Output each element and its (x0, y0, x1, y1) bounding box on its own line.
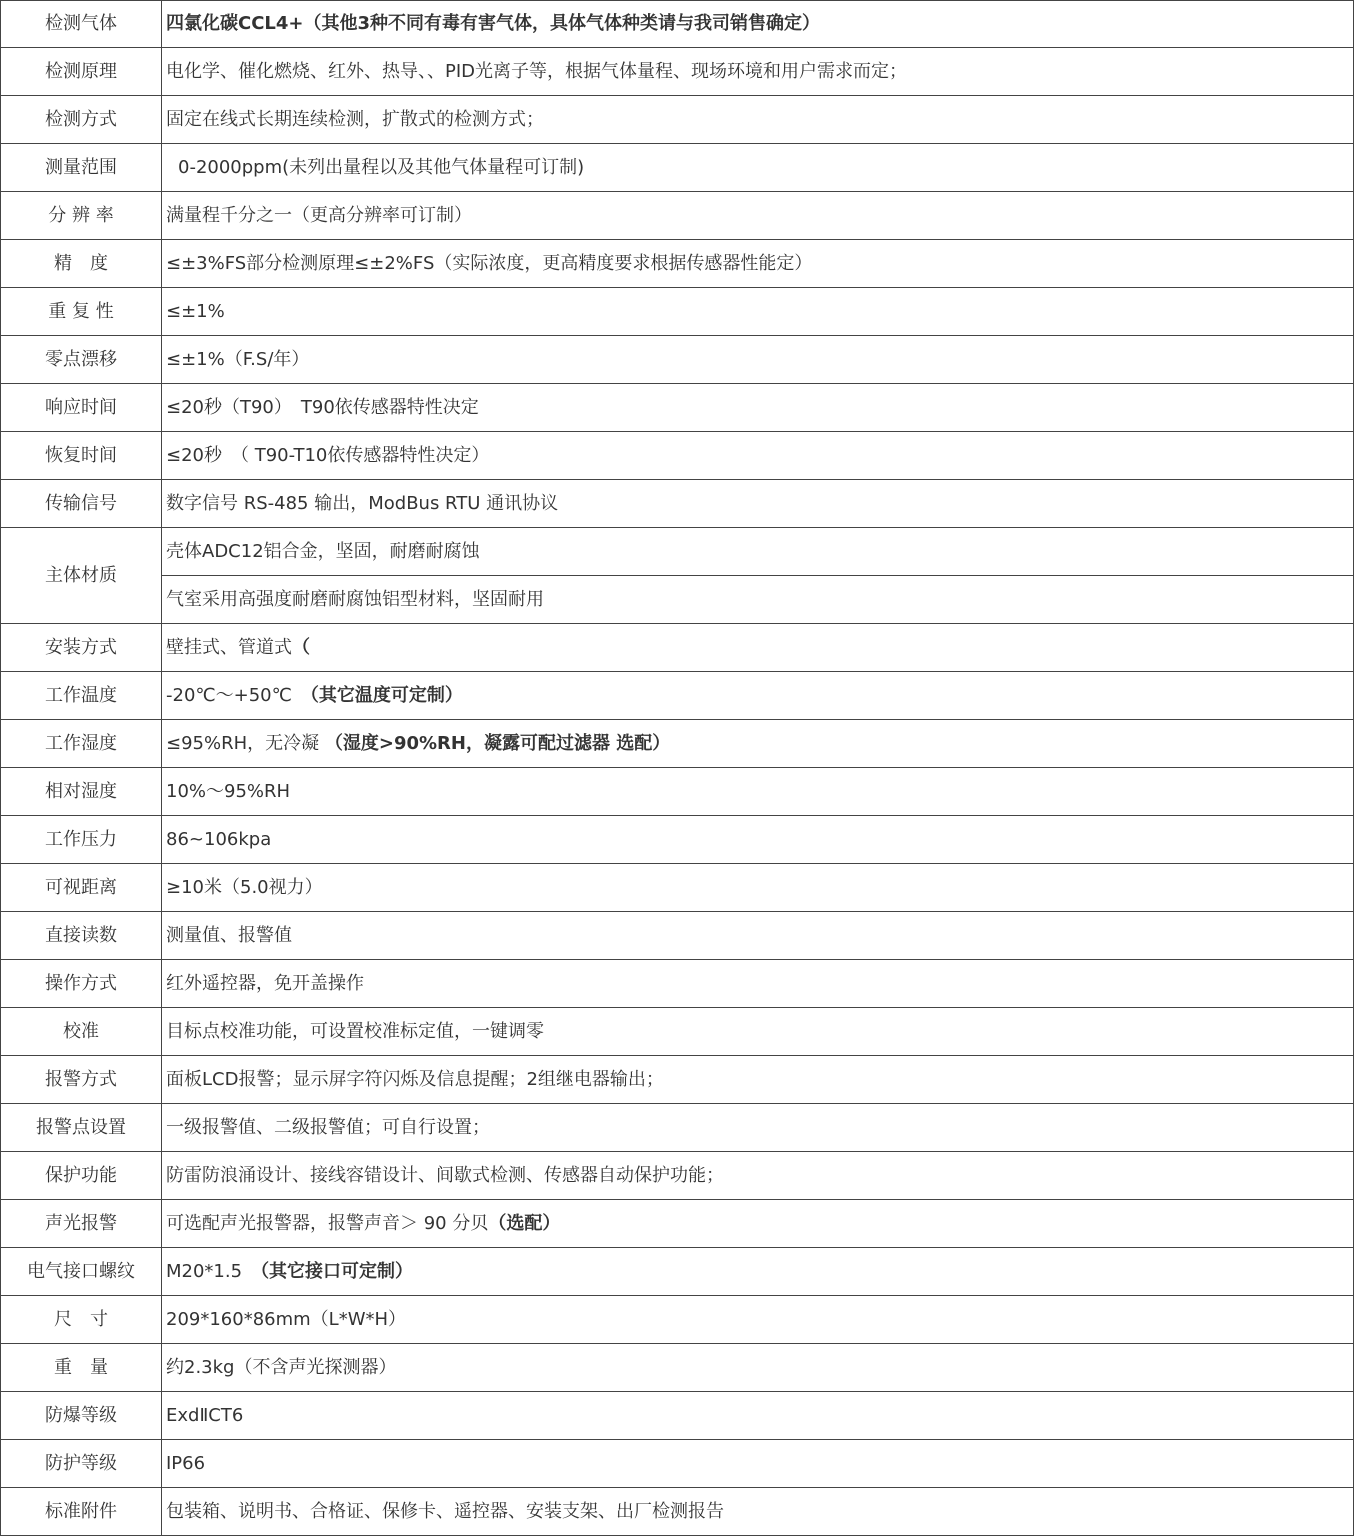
spec-value-emphasis: （其它接口可定制） (260, 1260, 414, 1282)
spec-value-cell (162, 1296, 1354, 1344)
spec-row (1, 960, 1354, 1008)
spec-value: M20*1.5 (166, 1260, 261, 1282)
spec-value: ≤±1%（F.S/年） (166, 348, 310, 370)
spec-row (1, 1056, 1354, 1104)
spec-label: 保护功能 (1, 1152, 162, 1200)
spec-value: 86~106kpa (166, 828, 272, 850)
spec-value: 10%～95%RH (166, 780, 291, 802)
spec-value: 电化学、催化燃烧、红外、热导、、PID光离子等，根据气体量程、现场环境和用户需求而定； (166, 60, 908, 82)
spec-label: 声光报警 (1, 1200, 162, 1248)
spec-row (1, 1104, 1354, 1152)
spec-row (1, 336, 1354, 384)
spec-value-cell (162, 1152, 1354, 1200)
spec-value: ExdⅡCT6 (166, 1404, 244, 1426)
spec-label: 零点漂移 (1, 336, 162, 384)
spec-value-cell (162, 816, 1354, 864)
spec-label: 主体材质 (1, 528, 162, 624)
spec-label: 防护等级 (1, 1440, 162, 1488)
spec-label: 安装方式 (1, 624, 162, 672)
spec-value: ≤20秒（T90） T90依传感器特性决定 (166, 396, 479, 418)
spec-value-cell (162, 720, 1354, 768)
spec-row (1, 480, 1354, 528)
spec-value-cell (162, 288, 1354, 336)
spec-value: 固定在线式长期连续检测，扩散式的检测方式； (166, 108, 544, 130)
spec-value-cell (162, 336, 1354, 384)
spec-label: 操作方式 (1, 960, 162, 1008)
spec-value: 约2.3kg（不含声光探测器） (166, 1356, 397, 1378)
spec-label: 可视距离 (1, 864, 162, 912)
spec-label: 相对湿度 (1, 768, 162, 816)
spec-label: 工作温度 (1, 672, 162, 720)
spec-row (1, 48, 1354, 96)
spec-value-cell (162, 48, 1354, 96)
spec-value: IP66 (166, 1452, 206, 1474)
spec-row (1, 768, 1354, 816)
spec-value: 目标点校准功能，可设置校准标定值，一键调零 (166, 1020, 544, 1042)
spec-label: 报警方式 (1, 1056, 162, 1104)
spec-value: 壳体ADC12铝合金，坚固，耐磨耐腐蚀 (162, 528, 1354, 576)
spec-value-cell (162, 1056, 1354, 1104)
spec-value: ≤±3%FS部分检测原理≤±2%FS（实际浓度，更高精度要求根据传感器性能定） (166, 252, 813, 274)
spec-value-emphasis: 四氯化碳CCL4+（其他3种不同有毒有害气体，具体气体种类请与我司销售确定） (166, 13, 821, 34)
spec-value-cell (162, 96, 1354, 144)
spec-value: 满量程千分之一（更高分辨率可订制） (166, 204, 472, 226)
spec-row (1, 384, 1354, 432)
spec-value: 数字信号 RS-485 输出，ModBus RTU 通讯协议 (166, 492, 559, 514)
spec-value-cell (162, 1488, 1354, 1536)
spec-label: 电气接口螺纹 (1, 1248, 162, 1296)
spec-row (1, 288, 1354, 336)
spec-value-cell (162, 912, 1354, 960)
spec-value-cell (162, 1440, 1354, 1488)
spec-row (1, 624, 1354, 672)
spec-row (1, 1008, 1354, 1056)
spec-label: 报警点设置 (1, 1104, 162, 1152)
spec-row (1, 1344, 1354, 1392)
spec-row (1, 1152, 1354, 1200)
spec-value: 一级报警值、二级报警值；可自行设置； (166, 1116, 490, 1138)
spec-value: 0-2000ppm(未列出量程以及其他气体量程可订制) (178, 156, 585, 178)
spec-row (1, 1488, 1354, 1536)
spec-value-cell (162, 1008, 1354, 1056)
spec-value-cell (162, 1392, 1354, 1440)
spec-value-emphasis: （选配） (488, 1212, 561, 1234)
spec-row (1, 720, 1354, 768)
spec-label: 检测原理 (1, 48, 162, 96)
spec-row (1, 432, 1354, 480)
spec-value-cell (162, 240, 1354, 288)
spec-label: 直接读数 (1, 912, 162, 960)
spec-label: 工作湿度 (1, 720, 162, 768)
spec-row (1, 576, 1354, 624)
spec-value: 红外遥控器，免开盖操作 (166, 972, 364, 994)
spec-table-body (1, 1, 1354, 1536)
spec-row (1, 1296, 1354, 1344)
spec-label: 恢复时间 (1, 432, 162, 480)
spec-value: 壁挂式、管道式 (166, 636, 292, 658)
spec-value: ≥10米（5.0视力） (166, 876, 323, 898)
spec-value: -20℃～+50℃ (166, 684, 310, 706)
spec-row (1, 1440, 1354, 1488)
spec-row (1, 192, 1354, 240)
spec-value: 气室采用高强度耐磨耐腐蚀铝型材料，坚固耐用 (162, 576, 1354, 624)
spec-row (1, 240, 1354, 288)
spec-value-cell (162, 1200, 1354, 1248)
spec-value: ≤20秒 （ T90-T10依传感器特性决定） (166, 444, 490, 466)
spec-value: 包装箱、说明书、合格证、保修卡、遥控器、安装支架、出厂检测报告 (166, 1500, 724, 1522)
spec-label: 重 量 (1, 1344, 162, 1392)
spec-row (1, 1200, 1354, 1248)
spec-value-cell (162, 432, 1354, 480)
spec-row (1, 528, 1354, 576)
spec-row (1, 1, 1354, 48)
spec-value-cell (162, 1344, 1354, 1392)
spec-value-cell (162, 1104, 1354, 1152)
spec-value: 面板LCD报警；显示屏字符闪烁及信息提醒；2组继电器输出； (166, 1068, 664, 1090)
spec-row (1, 1392, 1354, 1440)
spec-value-cell (162, 672, 1354, 720)
spec-label: 检测气体 (1, 1, 162, 48)
spec-row (1, 816, 1354, 864)
spec-label: 尺 寸 (1, 1296, 162, 1344)
spec-value-cell (162, 1, 1354, 48)
spec-value: 测量值、报警值 (166, 924, 292, 946)
spec-row (1, 144, 1354, 192)
spec-label: 分 辨 率 (1, 192, 162, 240)
spec-label: 防爆等级 (1, 1392, 162, 1440)
spec-value-cell (162, 1248, 1354, 1296)
spec-label: 检测方式 (1, 96, 162, 144)
spec-row (1, 96, 1354, 144)
spec-value-cell (162, 768, 1354, 816)
spec-value-cell (162, 384, 1354, 432)
spec-label: 响应时间 (1, 384, 162, 432)
spec-value-cell (162, 960, 1354, 1008)
spec-row (1, 912, 1354, 960)
spec-value-emphasis: （其它温度可定制） (309, 684, 463, 706)
spec-value: 209*160*86mm（L*W*H） (166, 1308, 407, 1330)
spec-label: 精 度 (1, 240, 162, 288)
spec-label: 工作压力 (1, 816, 162, 864)
spec-row (1, 864, 1354, 912)
spec-value-cell (162, 624, 1354, 672)
spec-label: 重 复 性 (1, 288, 162, 336)
spec-value-cell (162, 144, 1354, 192)
spec-row (1, 672, 1354, 720)
spec-label: 校准 (1, 1008, 162, 1056)
spec-value-cell (162, 192, 1354, 240)
spec-label: 测量范围 (1, 144, 162, 192)
spec-label: 传输信号 (1, 480, 162, 528)
spec-value-emphasis: （湿度>90%RH，凝露可配过滤器 选配） (324, 732, 671, 754)
spec-value-cell (162, 864, 1354, 912)
spec-label: 标准附件 (1, 1488, 162, 1536)
spec-value: ≤95%RH，无冷凝 (166, 732, 325, 754)
spec-row (1, 1248, 1354, 1296)
spec-value: 防雷防浪涌设计、接线容错设计、间歇式检测、传感器自动保护功能； (166, 1164, 724, 1186)
spec-value-emphasis: （ (292, 636, 310, 658)
spec-value-cell (162, 480, 1354, 528)
spec-value: ≤±1% (166, 300, 225, 322)
spec-value: 可选配声光报警器，报警声音＞ 90 分贝 (166, 1212, 489, 1234)
